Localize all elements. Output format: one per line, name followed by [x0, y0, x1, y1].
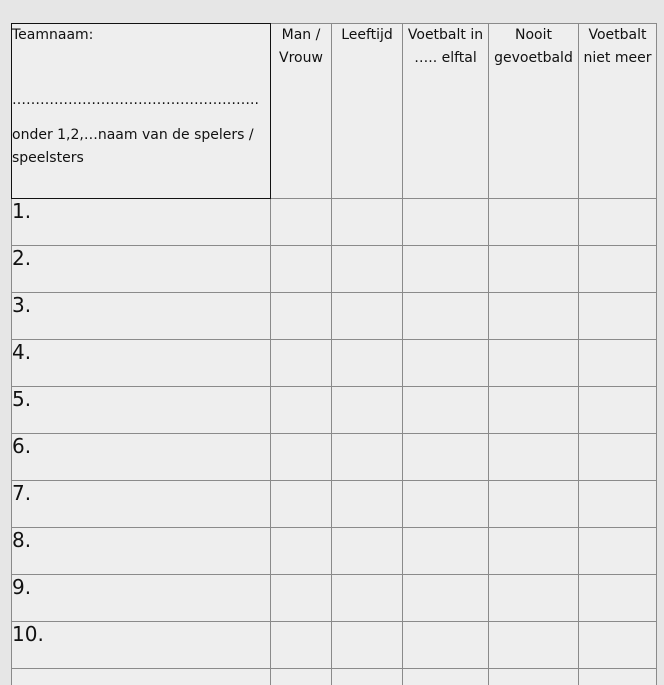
table-row	[12, 622, 657, 669]
table-row	[12, 387, 657, 434]
row-number: 1.	[12, 199, 271, 246]
table-row	[12, 528, 657, 575]
gender-cell	[271, 199, 332, 246]
never-played-cell	[489, 528, 579, 575]
never-played-cell	[489, 340, 579, 387]
age-cell	[332, 575, 403, 622]
no-longer-plays-cell	[579, 434, 657, 481]
roster-body	[12, 199, 657, 685]
empty-cell	[271, 669, 332, 685]
never-played-cell	[489, 387, 579, 434]
team-name-label: Teamnaam:	[12, 27, 94, 43]
table-row	[12, 340, 657, 387]
team-cell	[403, 481, 489, 528]
empty-cell	[489, 669, 579, 685]
gender-cell	[271, 622, 332, 669]
no-longer-plays-cell	[579, 622, 657, 669]
age-cell	[332, 622, 403, 669]
no-longer-plays-cell	[579, 199, 657, 246]
team-cell	[403, 246, 489, 293]
table-row	[12, 293, 657, 340]
column-header-age: Leeftijd	[332, 24, 403, 199]
row-number: 2.	[12, 246, 271, 293]
age-cell	[332, 387, 403, 434]
row-number: 7.	[12, 481, 271, 528]
team-cell	[403, 434, 489, 481]
no-longer-plays-cell	[579, 387, 657, 434]
never-played-cell	[489, 246, 579, 293]
table-row-partial	[12, 669, 657, 685]
team-cell	[403, 575, 489, 622]
empty-cell	[579, 669, 657, 685]
no-longer-plays-cell	[579, 293, 657, 340]
age-cell	[332, 293, 403, 340]
team-cell	[403, 622, 489, 669]
age-cell	[332, 528, 403, 575]
gender-cell	[271, 293, 332, 340]
no-longer-plays-cell	[579, 246, 657, 293]
gender-cell	[271, 481, 332, 528]
team-name-header-cell	[12, 24, 271, 199]
row-number: 6.	[12, 434, 271, 481]
row-number: 8.	[12, 528, 271, 575]
age-cell	[332, 199, 403, 246]
no-longer-plays-cell	[579, 481, 657, 528]
row-number: 5.	[12, 387, 271, 434]
table-row	[12, 246, 657, 293]
gender-cell	[271, 528, 332, 575]
no-longer-plays-cell	[579, 528, 657, 575]
team-name-dots: ……………………………………………..	[12, 92, 259, 108]
column-header-plays-in-team: Voetbalt in ….. elftal	[403, 24, 489, 199]
player-names-instruction: onder 1,2,…naam van de spelers / speelsters	[12, 127, 254, 166]
age-cell	[332, 246, 403, 293]
team-cell	[403, 199, 489, 246]
no-longer-plays-cell	[579, 575, 657, 622]
never-played-cell	[489, 434, 579, 481]
never-played-cell	[489, 293, 579, 340]
table-row	[12, 434, 657, 481]
team-roster-table	[11, 23, 657, 685]
empty-cell	[403, 669, 489, 685]
table-header-row	[12, 24, 657, 199]
column-header-gender: Man / Vrouw	[271, 24, 332, 199]
table-row	[12, 481, 657, 528]
team-cell	[403, 528, 489, 575]
never-played-cell	[489, 575, 579, 622]
column-header-no-longer-plays: Voetbalt niet meer	[579, 24, 657, 199]
empty-cell	[332, 669, 403, 685]
gender-cell	[271, 246, 332, 293]
team-cell	[403, 293, 489, 340]
gender-cell	[271, 340, 332, 387]
age-cell	[332, 481, 403, 528]
never-played-cell	[489, 199, 579, 246]
row-number: 3.	[12, 293, 271, 340]
gender-cell	[271, 387, 332, 434]
gender-cell	[271, 434, 332, 481]
team-cell	[403, 387, 489, 434]
table-row	[12, 575, 657, 622]
row-number: 9.	[12, 575, 271, 622]
row-number: 10.	[12, 622, 271, 669]
row-number: 4.	[12, 340, 271, 387]
age-cell	[332, 340, 403, 387]
age-cell	[332, 434, 403, 481]
column-header-never-played: Nooit gevoetbald	[489, 24, 579, 199]
table-row	[12, 199, 657, 246]
empty-cell	[12, 669, 271, 685]
team-cell	[403, 340, 489, 387]
no-longer-plays-cell	[579, 340, 657, 387]
gender-cell	[271, 575, 332, 622]
never-played-cell	[489, 481, 579, 528]
never-played-cell	[489, 622, 579, 669]
